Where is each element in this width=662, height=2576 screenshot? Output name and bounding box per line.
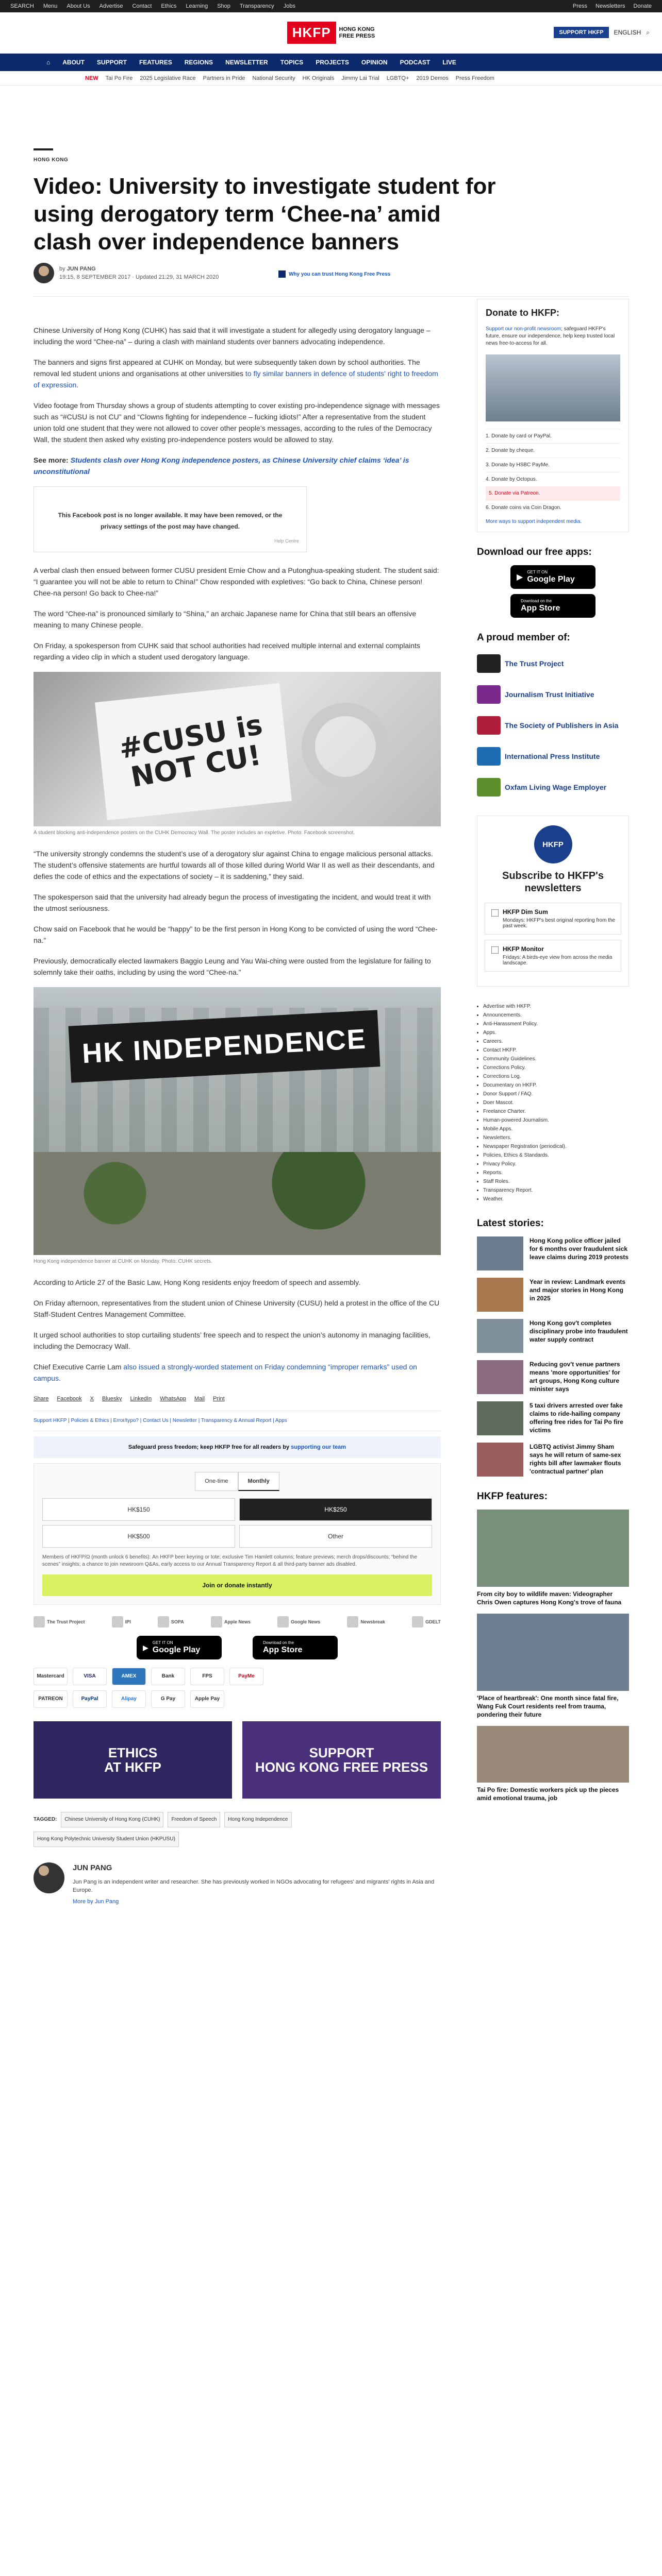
article-kicker[interactable]: HONG KONG — [34, 157, 69, 163]
sidebar-link[interactable]: • Transparency Report. — [483, 1186, 629, 1195]
sidebar-link[interactable]: • Advertise with HKFP. — [483, 1002, 629, 1011]
partner-name: The Trust Project — [47, 1619, 85, 1624]
payment-methods — [34, 1690, 441, 1708]
latest-story[interactable] — [477, 1278, 629, 1312]
newsletter-option-title: HKFP Monitor — [503, 945, 544, 953]
story-title: Hong Kong gov't completes disciplinary probe into fraudulent water supply contract — [529, 1319, 628, 1343]
trust-icon — [278, 270, 286, 278]
oxfam-icon — [477, 778, 501, 796]
paragraph: A verbal clash then ensued between former CUSU president Ernie Chow and a Putonghua-speaking student. The student said: “I guarantee you will not be able to return to China!” Chow responded with expletives: “Go back to China, Chinese person! Chee-na person! Go back to Chee-na!” — [34, 566, 439, 597]
trust-project-icon — [34, 1616, 45, 1628]
share-mail[interactable]: Mail — [194, 1396, 205, 1402]
top-utility-bar — [0, 0, 662, 12]
donation-amounts — [42, 1498, 432, 1548]
language-selector[interactable]: ENGLISH — [614, 29, 641, 36]
trending-item[interactable]: Press Freedom — [455, 75, 494, 81]
app-store-row — [34, 1636, 441, 1659]
story-thumbnail — [477, 1443, 523, 1477]
sidebar-link[interactable]: • Newspaper Registration (periodical). — [483, 1142, 629, 1151]
sidebar-link[interactable]: • Announcements. — [483, 1011, 629, 1020]
search-icon[interactable]: ⌕ — [646, 28, 650, 36]
member-logo[interactable] — [477, 774, 629, 800]
photo-caption: Hong Kong independence banner at CUHK on Monday. Photo: CUHK secrets. — [34, 1259, 212, 1264]
topbar-right — [573, 3, 652, 9]
visa-icon[interactable]: VISA — [73, 1668, 107, 1685]
author-box — [34, 1862, 441, 1909]
google-play-button[interactable] — [510, 565, 595, 589]
trending-item[interactable]: Partners in Pride — [203, 75, 245, 81]
promo-line: AT HKFP — [104, 1759, 161, 1775]
paragraph: The spokesperson said that the university had already begun the process of investigating the incident, and would treat it with the utmost seriousness. — [34, 893, 431, 912]
inline-link[interactable]: also issued a strongly-worded statement on Friday condemning “improper remarks” used on campus. — [34, 1363, 417, 1382]
topbar-shop[interactable]: Shop — [217, 3, 230, 9]
topbar-jobs[interactable]: Jobs — [283, 3, 295, 9]
logo-box: HKFP — [287, 22, 336, 44]
donate-lead-text: ; safeguard HKFP's future, ensure our independence, help keep trusted local news free-to-access for all. — [486, 326, 615, 346]
author-box-name[interactable]: JUN PANG — [73, 1863, 112, 1872]
safeguard-link[interactable]: supporting our team — [291, 1444, 346, 1450]
trending-item[interactable]: Tai Po Fire — [105, 75, 133, 81]
member-logo[interactable] — [477, 743, 629, 769]
tag[interactable]: Chinese University of Hong Kong (CUHK) — [61, 1812, 163, 1827]
store-small-text: GET IT ON — [152, 1640, 173, 1645]
more-by-author-link[interactable]: More by Jun Pang — [73, 1899, 119, 1905]
donate-more-link[interactable]: More ways to support independent media. — [486, 519, 582, 524]
author-avatar-large[interactable] — [34, 1862, 64, 1893]
title-accent-rule — [34, 148, 53, 150]
feature-thumbnail — [477, 1510, 629, 1587]
join-donate-button[interactable]: Join or donate instantly — [42, 1574, 432, 1596]
donate-title: Donate to HKFP: — [486, 308, 559, 318]
see-more-link[interactable]: Students clash over Hong Kong independence posters, as Chinese University chief claims ‘idea’ is unconstitutional — [34, 456, 409, 476]
sidebar-link[interactable]: • Weather. — [483, 1195, 629, 1204]
trust-link[interactable] — [278, 270, 390, 278]
donation-frequency-tabs — [42, 1472, 432, 1491]
byline — [34, 263, 219, 283]
sidebar-link[interactable]: • Doer Mascot. — [483, 1098, 629, 1107]
tab-one-time[interactable]: One-time — [195, 1472, 238, 1491]
ipi-icon — [112, 1616, 123, 1628]
see-more-label: See more: — [34, 456, 69, 464]
amex-icon[interactable]: AMEX — [112, 1668, 146, 1685]
nav-podcast[interactable]: PODCAST — [400, 59, 431, 66]
latest-heading: Latest stories: — [477, 1218, 544, 1229]
paragraph: Chinese University of Hong Kong (CUHK) has said that it will investigate a student for allegedly using derogatory language – including the word “Chee-na” – during a clash with mainland students over banners advocating independence. — [34, 326, 431, 346]
alipay-icon[interactable]: Alipay — [112, 1690, 146, 1708]
member-logo[interactable] — [477, 713, 629, 738]
story-thumbnail — [477, 1319, 523, 1353]
sidebar-link[interactable]: • Community Guidelines. — [483, 1055, 629, 1063]
topbar-about[interactable]: About Us — [67, 3, 90, 9]
newsletter-option-dimsum[interactable] — [485, 903, 621, 935]
newsletter-option-desc: Fridays: A birds-eye view from across the media landscape. — [503, 955, 613, 966]
author-avatar[interactable] — [34, 263, 54, 283]
app-store-button[interactable] — [253, 1636, 338, 1659]
paragraph: The word “Chee-na” is pronounced similarly to “Shina,” an archaic Japanese name for China that still bears an offensive meaning to many Chinese people. — [34, 609, 417, 629]
promo-ethics[interactable] — [34, 1721, 232, 1799]
nav-opinion[interactable]: OPINION — [361, 59, 388, 66]
feature-thumbnail — [477, 1614, 629, 1691]
nav-regions[interactable]: REGIONS — [184, 59, 213, 66]
paragraph — [34, 1361, 441, 1384]
member-logo[interactable] — [477, 651, 629, 676]
article-photo-banner[interactable] — [34, 987, 441, 1255]
member-name: Oxfam Living Wage Employer — [505, 783, 607, 791]
feature-thumbnail — [477, 1726, 629, 1783]
sidebar-link[interactable]: • Newsletters. — [483, 1133, 629, 1142]
latest-story[interactable] — [477, 1360, 629, 1394]
member-logo[interactable] — [477, 682, 629, 707]
google-play-icon: ▶ — [143, 1643, 148, 1652]
partner-logo[interactable] — [347, 1616, 385, 1628]
nav-live[interactable]: LIVE — [442, 59, 456, 66]
apps-heading: Download our free apps: — [477, 547, 592, 557]
paragraph: Chow said on Facebook that he would be “happy” to be the first person in Hong Kong to be convicted of using the word “Chee-na.” — [34, 925, 438, 944]
inline-link[interactable]: to fly similar banners in defence of students' right to freedom of expression — [34, 369, 438, 389]
feature-story[interactable] — [477, 1510, 629, 1606]
new-badge: NEW — [85, 75, 98, 81]
nav-about[interactable]: ABOUT — [62, 59, 85, 66]
partner-name: Apple News — [224, 1619, 251, 1624]
byline-prefix: by — [59, 266, 65, 272]
bank-icon[interactable]: Bank — [151, 1668, 185, 1685]
store-small-text: Download on the — [263, 1640, 294, 1645]
sidebar-link[interactable]: • Human-powered Journalism. — [483, 1116, 629, 1125]
patreon-icon[interactable]: PATREON — [34, 1690, 68, 1708]
paragraph-text: The banners and signs first appeared at CUHK on Monday, but were subsequently taken down by school authorities. The removal led student unions and organisations at other universities — [34, 358, 420, 378]
author-info — [73, 1862, 441, 1909]
sidebar-link[interactable]: • Corrections Policy. — [483, 1063, 629, 1072]
paragraph — [34, 357, 441, 391]
share-whatsapp[interactable]: WhatsApp — [160, 1396, 186, 1402]
story-title: Year in review: Landmark events and major stories in Hong Kong in 2025 — [529, 1278, 626, 1302]
google-play-button[interactable] — [137, 1636, 222, 1659]
trees-shape — [34, 1152, 441, 1255]
promo-line: HONG KONG FREE PRESS — [255, 1759, 428, 1775]
poster-handwriting: #CUSU is NOT CU! — [117, 708, 265, 794]
masthead — [0, 12, 662, 54]
donate-option[interactable]: 1. Donate by card or PayPal. — [486, 429, 620, 443]
feature-story[interactable] — [477, 1726, 629, 1802]
newsletter-option-monitor[interactable] — [485, 940, 621, 972]
topbar-contact[interactable]: Contact — [132, 3, 152, 9]
partner-logo[interactable] — [34, 1616, 85, 1628]
topbar-advertise[interactable]: Advertise — [99, 3, 123, 9]
topbar-menu[interactable]: Menu — [43, 3, 58, 9]
share-label: Share — [34, 1396, 49, 1402]
jti-icon — [477, 685, 501, 704]
paragraph: Video footage from Thursday shows a group of students attempting to cover existing pro-independence signage with messages such as “#CUSU is not CU” and “Clowns fighting for independence – fucking idiots!” After a representative from the student union told one student that they were not allowed to cover other people’s messages, according to the rules of the Democracy Wall, the student then asked why existing pro-independence posters would be allowed to stay. — [34, 401, 440, 444]
partner-name: Newsbreak — [360, 1619, 385, 1624]
donate-option[interactable]: 4. Donate by Octopus. — [486, 472, 620, 486]
header-divider — [34, 296, 629, 297]
apple-news-icon — [211, 1616, 222, 1628]
trending-item[interactable]: National Security — [252, 75, 295, 81]
story-thumbnail — [477, 1236, 523, 1270]
newsletter-signup — [477, 816, 629, 987]
payment-methods — [34, 1668, 441, 1685]
feature-title: 'Place of heartbreak': One month since fatal fire, Wang Fuk Court residents reel from trauma, pondering their future — [477, 1694, 619, 1718]
store-small-text: GET IT ON — [527, 570, 548, 574]
topbar-donate[interactable]: Donate — [633, 3, 652, 9]
store-big-text: Google Play — [527, 575, 575, 584]
tag[interactable]: Freedom of Speech — [168, 1812, 220, 1827]
partner-logo[interactable] — [112, 1616, 131, 1628]
tape-roll-shape — [302, 703, 389, 790]
app-store-button[interactable] — [510, 594, 595, 618]
trending-item[interactable]: LGBTQ+ — [386, 75, 409, 81]
sidebar-link[interactable]: • Anti-Harassment Policy. — [483, 1020, 629, 1028]
partner-logo[interactable] — [211, 1616, 251, 1628]
store-big-text: App Store — [521, 604, 560, 613]
newsletter-title: Subscribe to HKFP's newsletters — [502, 870, 604, 894]
topbar-search[interactable]: SEARCH — [10, 3, 34, 9]
amount-option[interactable]: HK$500 — [42, 1525, 235, 1548]
latest-story[interactable] — [477, 1319, 629, 1353]
trending-bar — [0, 71, 662, 86]
partner-logo[interactable] — [277, 1616, 320, 1628]
safeguard-text: Safeguard press freedom; keep HKFP free for all readers by — [128, 1444, 291, 1450]
trending-item[interactable]: HK Originals — [302, 75, 335, 81]
trust-project-icon — [477, 654, 501, 673]
trending-item[interactable]: 2025 Legislative Race — [140, 75, 196, 81]
logo-line-1: HONG KONG — [339, 26, 375, 32]
sopa-icon — [158, 1616, 169, 1628]
member-name: International Press Institute — [505, 752, 600, 760]
topbar-ethics[interactable]: Ethics — [161, 3, 177, 9]
story-title: Hong Kong police officer jailed for 6 months over fraudulent sick leave claims during 2019 protests — [529, 1237, 629, 1261]
paragraph: On Friday, a spokesperson from CUHK said that school authorities had received multiple internal and external complaints regarding a video clip in which a student used derogatory language. — [34, 641, 420, 661]
story-thumbnail — [477, 1360, 523, 1394]
promo-line: ETHICS — [108, 1745, 158, 1760]
donate-option[interactable]: 2. Donate by cheque. — [486, 443, 620, 457]
store-small-text: Download on the — [521, 599, 552, 603]
sidebar-link[interactable]: • Contact HKFP. — [483, 1046, 629, 1055]
byline-text: by JUN PANG 19:15, 8 SEPTEMBER 2017 · Updated 21:29, 31 MARCH 2020 — [59, 266, 219, 280]
tags-label: TAGGED: — [34, 1817, 57, 1822]
see-more — [34, 454, 441, 477]
sidebar-link[interactable]: • Documentary on HKFP. — [483, 1081, 629, 1090]
paragraph-text: Chief Executive Carrie Lam — [34, 1363, 124, 1371]
paypal-icon[interactable]: PayPal — [73, 1690, 107, 1708]
nav-home-icon[interactable]: ⌂ — [46, 59, 51, 66]
member-name: Journalism Trust Initiative — [505, 690, 594, 699]
sidebar-link[interactable]: • Donor Support / FAQ. — [483, 1090, 629, 1098]
amount-option-other[interactable]: Other — [239, 1525, 432, 1548]
topbar-press[interactable]: Press — [572, 3, 588, 9]
facebook-help-link[interactable]: Help Centre — [274, 538, 299, 544]
safeguard-banner — [34, 1436, 441, 1458]
photo-caption: A student blocking anti-independence posters on the CUHK Democracy Wall. The poster includes an expletive. Photo: Facebook screenshot. — [34, 830, 355, 836]
partner-logo[interactable] — [412, 1616, 441, 1628]
store-big-text: Google Play — [152, 1646, 201, 1654]
share-bluesky[interactable]: Bluesky — [102, 1396, 122, 1402]
sidebar-link[interactable]: • Staff Roles. — [483, 1177, 629, 1186]
poster-shape — [95, 683, 292, 820]
logo-line-2: FREE PRESS — [339, 32, 375, 39]
sidebar-link[interactable]: • Corrections Log. — [483, 1072, 629, 1081]
nav-support[interactable]: SUPPORT — [96, 59, 127, 66]
article-title: Video: University to investigate student for using derogatory term ‘Chee-na’ amid clash over independence banners — [34, 174, 496, 255]
donate-image — [486, 354, 620, 421]
google-play-icon: ▶ — [517, 573, 523, 582]
share-bar — [34, 1393, 441, 1404]
sidebar-link[interactable]: • Apps. — [483, 1028, 629, 1037]
payme-icon[interactable]: PayMe — [229, 1668, 263, 1685]
sidebar — [477, 299, 629, 1809]
trust-text: Why you can trust Hong Kong Free Press — [289, 271, 391, 277]
nav-features[interactable]: FEATURES — [139, 59, 172, 66]
ipi-icon — [477, 747, 501, 766]
google-news-icon — [277, 1616, 289, 1628]
sidebar-link[interactable]: • Reports. — [483, 1168, 629, 1177]
sidebar-link[interactable]: • Mobile Apps. — [483, 1125, 629, 1133]
mastercard-icon[interactable]: Mastercard — [34, 1668, 68, 1685]
latest-story[interactable] — [477, 1401, 629, 1435]
donate-lead-link[interactable]: Support our non-profit newsroom — [486, 326, 561, 332]
story-thumbnail — [477, 1401, 523, 1435]
paragraph: “The university strongly condemns the student’s use of a derogatory slur against China to engage malicious personal attacks. The student’s offensive statements are hurtful towards all of those killed during World War II as well as their descendants, and defies the code of ethics and the expectations of society – it is saddening,” they said. — [34, 850, 435, 880]
donate-option-highlighted[interactable]: 5. Donate via Patreon. — [486, 486, 620, 500]
sidebar-link[interactable]: • Careers. — [483, 1037, 629, 1046]
hkfp-logo[interactable] — [287, 22, 375, 44]
paragraph: On Friday afternoon, representatives from the student union of Chinese University (CUSU) held a protest in the office of the CU Staff-Student Centres Management Committee. — [34, 1299, 440, 1318]
member-name: The Trust Project — [505, 659, 564, 668]
partner-name: Google News — [291, 1619, 321, 1624]
feature-title: From city boy to wildlife maven: Videographer Chris Owen captures Hong Kong's trove of fauna — [477, 1590, 622, 1606]
newsbreak-icon — [347, 1616, 358, 1628]
author-name[interactable]: JUN PANG — [67, 266, 96, 272]
donate-lead — [486, 326, 620, 347]
feature-story[interactable] — [477, 1614, 629, 1719]
newsletter-badge: HKFP — [534, 825, 572, 863]
partner-logos — [34, 1616, 441, 1628]
nav-newsletter[interactable]: NEWSLETTER — [225, 59, 268, 66]
newsletter-option-title: HKFP Dim Sum — [503, 908, 548, 916]
latest-stories — [477, 1236, 629, 1477]
nav-projects[interactable]: PROJECTS — [316, 59, 349, 66]
donate-option[interactable]: 6. Donate coins via Coin Dragon. — [486, 500, 620, 515]
amount-option[interactable]: HK$150 — [42, 1498, 235, 1521]
facebook-embed[interactable] — [34, 486, 307, 552]
sidebar-link[interactable]: • Privacy Policy. — [483, 1160, 629, 1168]
sidebar-links — [477, 1002, 629, 1204]
newsletter-option-desc: Mondays: HKFP's best original reporting from the past week. — [503, 918, 616, 929]
masthead-actions — [554, 27, 650, 38]
latest-story[interactable] — [477, 1236, 629, 1270]
share-facebook[interactable]: Facebook — [57, 1396, 82, 1402]
sopa-icon — [477, 716, 501, 735]
main-navigation — [0, 54, 662, 71]
partner-name: GDELT — [425, 1619, 441, 1624]
membership-note: Members of HKFP/Ω (month unlock 6 benefits): An HKFP beer keyring or tote; exclusive Tim Hamlett columns; feature previews; merch drops/discounts; “behind the scenes” insights; a chance to join newsroom Q&As, early access to our Annual Transparency Report & all third-party banner ads disabled. — [42, 1554, 418, 1567]
article-photo-wall[interactable] — [34, 672, 441, 826]
sidebar-link[interactable]: • Policies, Ethics & Standards. — [483, 1151, 629, 1160]
apple-pay-icon[interactable]: Apple Pay — [190, 1690, 224, 1708]
topbar-newsletters[interactable]: Newsletters — [595, 3, 625, 9]
latest-story[interactable] — [477, 1443, 629, 1477]
story-title: LGBTQ activist Jimmy Sham says he will return of same-sex rights bill after lawmaker flouts 'contractual partner' plan — [529, 1443, 621, 1475]
banner-text: HK INDEPENDENCE — [81, 1023, 368, 1070]
author-bio: Jun Pang is an independent writer and researcher. She has previously worked in NGOs advocating for refugees' and migrants' rights in Asia and Europe. — [73, 1879, 435, 1893]
partner-logo[interactable] — [158, 1616, 184, 1628]
promo-line: SUPPORT — [309, 1745, 374, 1760]
member-heading: A proud member of: — [477, 632, 570, 643]
logo-text — [339, 26, 375, 40]
trending-item[interactable]: Jimmy Lai Trial — [341, 75, 379, 81]
partner-name: SOPA — [171, 1619, 184, 1624]
article-tags — [34, 1812, 441, 1847]
amount-option-selected[interactable]: HK$250 — [239, 1498, 432, 1521]
google-pay-icon[interactable]: G Pay — [151, 1690, 185, 1708]
facebook-unavailable-text: This Facebook post is no longer available. It may have been removed, or the privacy settings of the post may have changed. — [58, 512, 283, 530]
sidebar-donate-box — [477, 299, 629, 532]
feature-title: Tai Po fire: Domestic workers pick up the pieces amid emotional trauma, job — [477, 1786, 619, 1802]
tab-monthly[interactable]: Monthly — [238, 1472, 279, 1491]
features-heading: HKFP features: — [477, 1491, 548, 1502]
trending-item[interactable]: 2019 Demos — [416, 75, 449, 81]
nav-topics[interactable]: TOPICS — [280, 59, 304, 66]
fps-icon[interactable]: FPS — [190, 1668, 224, 1685]
promo-support[interactable] — [242, 1721, 441, 1799]
paragraph-text: . — [76, 381, 79, 389]
promo-banners — [34, 1721, 441, 1799]
sidebar-link[interactable]: • Freelance Charter. — [483, 1107, 629, 1116]
paragraph: It urged school authorities to stop curtailing students’ free speech and to respect the union’s autonomy in managing facilities, including the Democracy Wall. — [34, 1331, 431, 1350]
support-hkfp-button[interactable]: SUPPORT HKFP — [554, 27, 608, 38]
article-body — [34, 325, 441, 1909]
story-title: Reducing gov't venue partners means 'more opportunities' for art groups, Hong Kong culture minister says — [529, 1361, 620, 1393]
tag[interactable]: Hong Kong Independence — [224, 1812, 291, 1827]
share-x[interactable]: X — [90, 1396, 94, 1402]
share-print[interactable]: Print — [213, 1396, 225, 1402]
gdelt-icon — [412, 1616, 423, 1628]
paragraph: According to Article 27 of the Basic Law, Hong Kong residents enjoy freedom of speech and assembly. — [34, 1278, 360, 1286]
share-linkedin[interactable]: LinkedIn — [130, 1396, 152, 1402]
story-title: 5 taxi drivers arrested over fake claims to ride-hailing company offering free rides for Tai Po fire victims — [529, 1402, 623, 1434]
tag[interactable]: Hong Kong Polytechnic University Student Union (HKPUSU) — [34, 1832, 179, 1847]
updated-date: Updated 21:29, 31 MARCH 2020 — [135, 274, 219, 280]
paragraph: Previously, democratically elected lawmakers Baggio Leung and Yau Wai-ching were ousted from the legislature for failing to solemnly take their oaths, including by using the word “Chee-na.” — [34, 957, 431, 976]
partner-name: IPI — [125, 1619, 131, 1624]
topbar-transparency[interactable]: Transparency — [239, 3, 274, 9]
publish-date: 19:15, 8 SEPTEMBER 2017 — [59, 274, 131, 280]
donate-option[interactable]: 3. Donate by HSBC PayMe. — [486, 457, 620, 472]
story-thumbnail — [477, 1278, 523, 1312]
store-big-text: App Store — [263, 1646, 303, 1654]
donation-widget — [34, 1463, 441, 1605]
topbar-learning[interactable]: Learning — [186, 3, 208, 9]
article-footer-links[interactable]: Support HKFP | Policies & Ethics | Error/typo? | Contact Us | Newsletter | Transparency & Annual Report | Apps — [34, 1411, 441, 1431]
member-name: The Society of Publishers in Asia — [505, 721, 619, 730]
